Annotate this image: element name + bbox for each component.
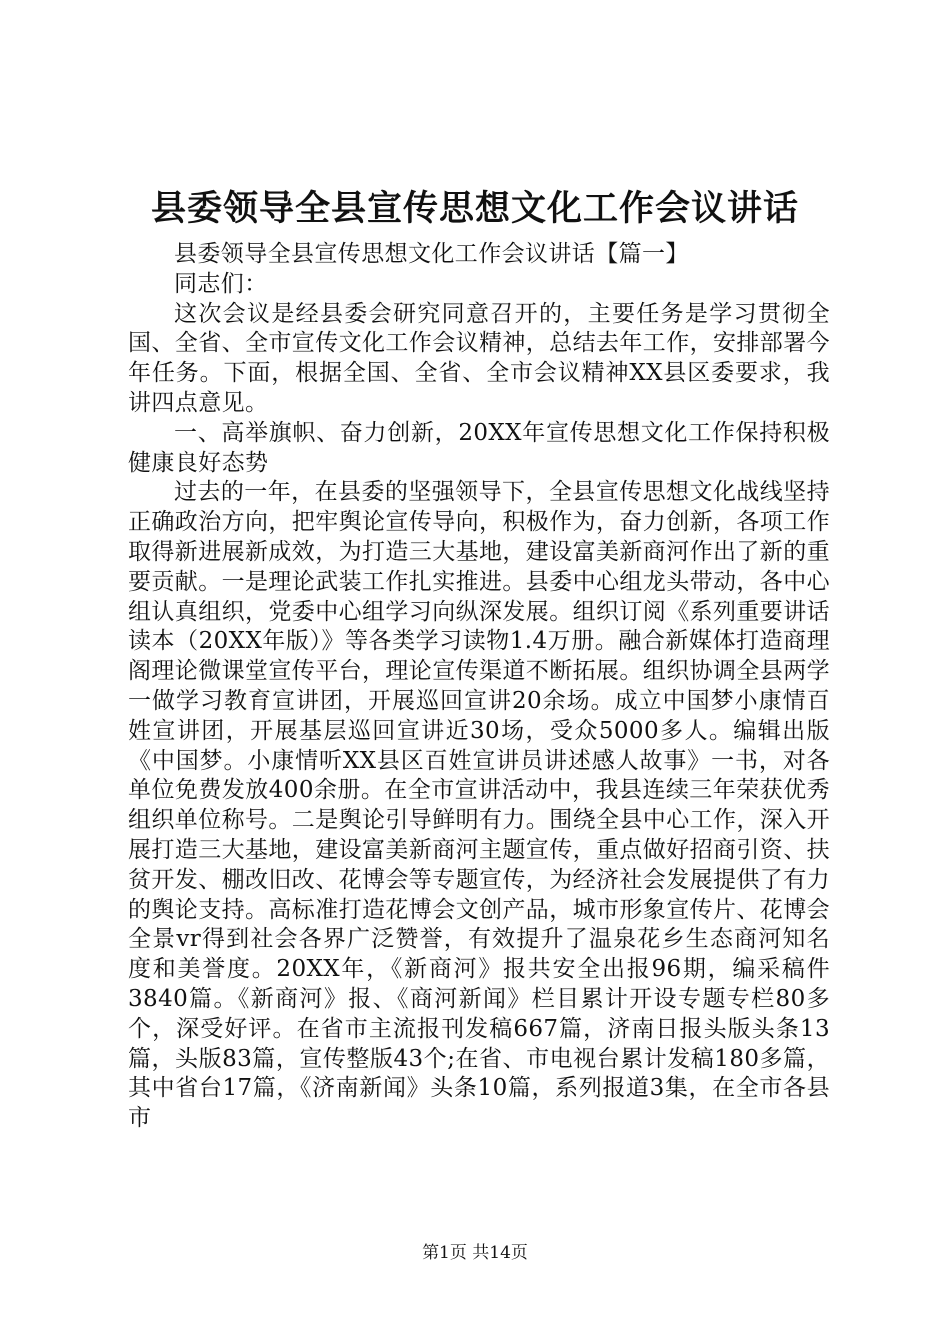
salutation: 同志们： xyxy=(174,270,268,297)
document-body xyxy=(128,240,830,1134)
document-title: 县委领导全县宣传思想文化工作会议讲话 xyxy=(150,188,799,229)
section-heading: 县委领导全县宣传思想文化工作会议讲话【篇一】 xyxy=(174,241,689,267)
page-number: 第1页 共14页 xyxy=(422,1243,528,1263)
body-paragraph: 过去的一年，在县委的坚强领导下，全县宣传思想文化战线坚持正确政治方向，把牢舆论宣传导向，积极作为，奋力创新，各项工作取得新进展新成效，为打造三大基地，建设富美新商河作出了新的重要贡献。一是理论武装工作扎实推进。县委中心组龙头带动，各中心组认真组织，党委中心组学习向纵深发展。组织订阅《系列重要讲话读本（20XX年版）》等各类学习读物1.4万册。融合新媒体打造商理阁理论微课堂宣传平台，理论宣传渠道不断拓展。组织协调全县两学一做学习教育宣讲团，开展巡回宣讲20余场。成立中国梦小康情百姓宣讲团，开展基层巡回宣讲近30场，受众5000多人。编辑出版《中国梦。小康情听XX县区百姓宣讲员讲述感人故事》一书，对各单位免费发放400余册。在全市宣讲活动中，我县连续三年荣获优秀组织单位称号。二是舆论引导鲜明有力。围绕全县中心工作，深入开展打造三大基地，建设富美新商河主题宣传，重点做好招商引资、扶贫开发、棚改旧改、花博会等专题宣传，为经济社会发展提供了有力的舆论支持。高标准打造花博会文创产品，城市形象宣传片、花博会全景vr得到社会各界广泛赞誉，有效提升了温泉花乡生态商河知名度和美誉度。20XX年，《新商河》报共安全出报96期，编采稿件3840篇。《新商河》报、《商河新闻》栏目累计开设专题专栏80多个，深受好评。在省市主流报刊发稿667篇，济南日报头版头条13篇，头版83篇，宣传整版43个;在省、市电视台累计发稿180多篇，其中省台17篇，《济南新闻》头条10篇，系列报道3集，在全市各县市 xyxy=(128,479,830,1132)
body-paragraph: 这次会议是经县委会研究同意召开的，主要任务是学习贯彻全国、全省、全市宣传文化工作会议精神，总结去年工作，安排部署今年任务。下面，根据全国、全省、全市会议精神XX县区委要求，我讲四点意见。 xyxy=(128,300,830,416)
body-paragraph: 一、高举旗帜、奋力创新，20XX年宣传思想文化工作保持积极健康良好态势 xyxy=(128,419,830,476)
